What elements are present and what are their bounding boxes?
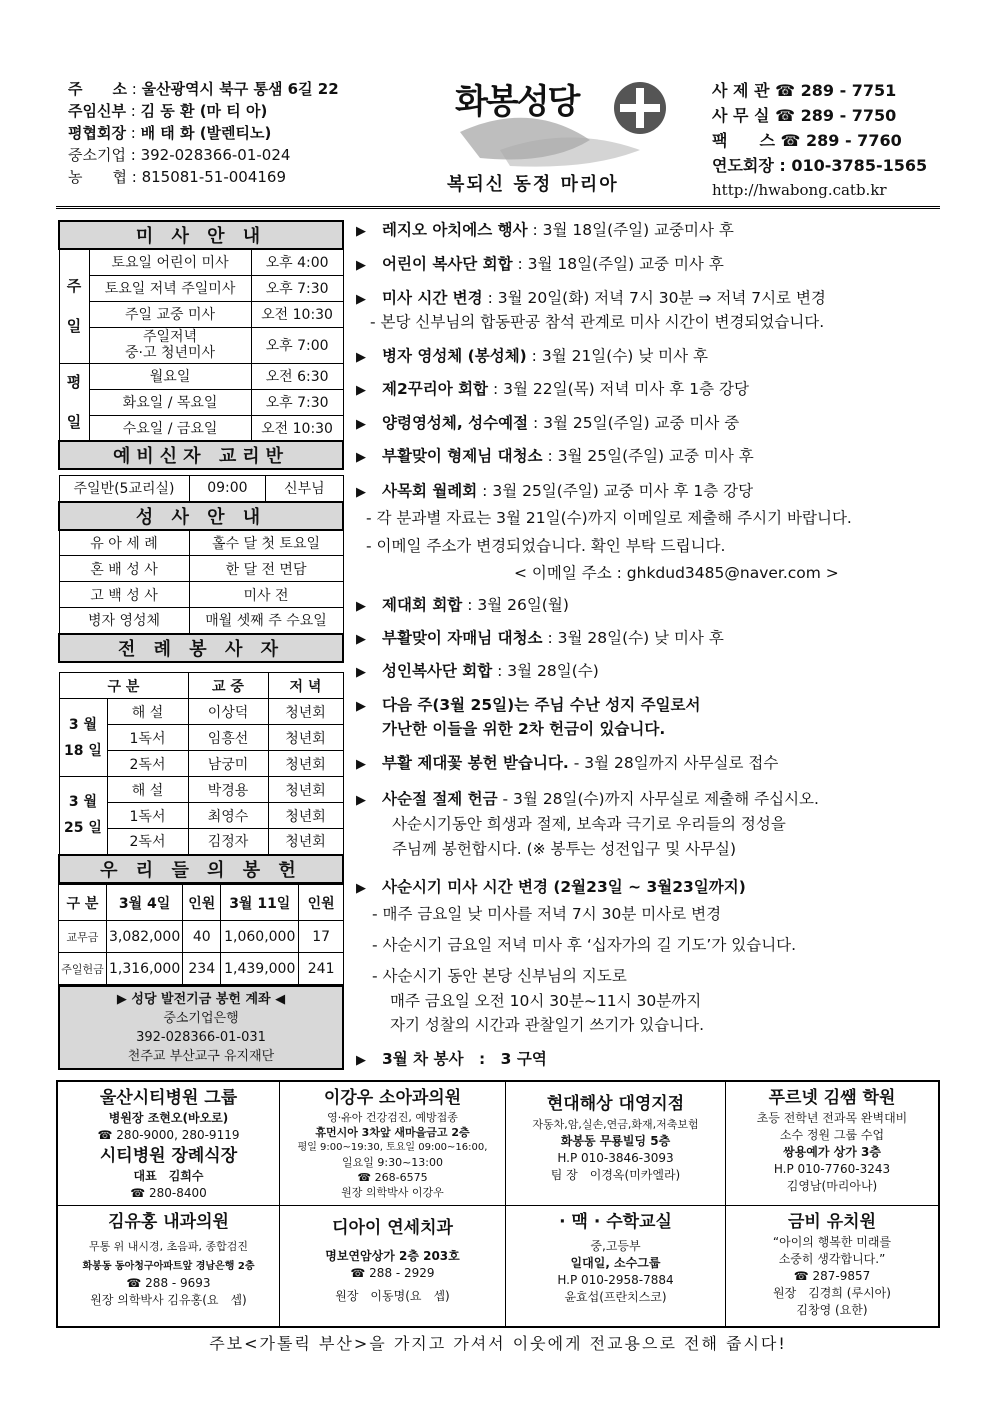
sacrament-title: 성 사 안 내 <box>59 502 343 530</box>
notice-item: ▶ 부활맞이 자매님 대청소 : 3월 28일(수) 낮 미사 후 <box>356 629 724 647</box>
offering-amount: 1,439,000 <box>221 953 299 985</box>
server-role: 2독서 <box>107 829 188 855</box>
logo-title: 화봉성당 <box>455 82 579 122</box>
server-date: 3 월 18 일 <box>59 699 107 777</box>
col-header: 구 분 <box>59 885 107 921</box>
notice-detail: - 사순시기 동안 본당 신부님의 지도로 <box>372 967 627 985</box>
server-main: 남궁미 <box>188 751 268 777</box>
server-main: 임흥선 <box>188 725 268 751</box>
notice-item: ▶ 제2꾸리아 회합 : 3월 22일(목) 저녁 미사 후 1층 강당 <box>356 380 749 398</box>
class-time: 09:00 <box>189 476 266 502</box>
class-teacher: 신부님 <box>266 476 343 502</box>
col-header: 저 녁 <box>268 673 343 699</box>
offering-table <box>58 884 344 985</box>
server-evening: 청년회 <box>268 725 343 751</box>
mass-time: 오전 10:30 <box>251 301 343 327</box>
offering-count: 234 <box>183 953 221 985</box>
mass-time: 오후 7:30 <box>251 275 343 301</box>
development-fund-box <box>58 985 344 1070</box>
notice-item: ▶ 병자 영성체 (봉성체) : 3월 21일(수) 낮 미사 후 <box>356 347 709 365</box>
offering-amount: 1,060,000 <box>221 921 299 953</box>
contact-fax: 팩 스 ☎ 289 - 7760 <box>712 131 902 150</box>
footer-note: 주보<가톨릭 부산>을 가지고 가셔서 이웃에게 전교용으로 전해 줍시다! <box>209 1334 787 1353</box>
offering-count: 241 <box>299 953 344 985</box>
mass-name: 주일 교중 미사 <box>89 301 251 327</box>
notice-item: ▶ 사목회 월례회 : 3월 25일(주일) 교중 미사 후 1층 강당 <box>356 482 754 500</box>
contact-chair: 연도회장 : 010-3785-1565 <box>712 156 928 175</box>
ad-pediatrics: 이강우 소아과의원 영·유아 건강검진, 예방접종 휴먼시아 3차앞 새마을금고 2층 평일 9:00~19:30, 토요일 09:00~16:00, 일요일 9:30~13:00 ☎ 268-6575 원장 의학박사 이강우 <box>280 1082 506 1206</box>
mass-time: 오전 10:30 <box>251 415 343 441</box>
sacrament-name: 고 백 성 사 <box>59 582 189 608</box>
mass-title: 미 사 안 내 <box>59 221 343 249</box>
logo-subtitle: 복되신 동정 마리아 <box>447 174 619 195</box>
notice-detail: 가난한 이들을 위한 2차 헌금이 있습니다. <box>382 720 666 738</box>
website-link[interactable]: http://hwabong.catb.kr <box>712 181 887 199</box>
notice-item: ▶ 사순시기 미사 시간 변경 (2월23일 ~ 3월23일까지) <box>356 878 746 896</box>
server-evening: 청년회 <box>268 803 343 829</box>
email-address: < 이메일 주소 : ghkdud3485@naver.com > <box>514 564 839 582</box>
notice-detail: - 본당 신부님의 합동판공 참석 관계로 미사 시간이 변경되었습니다. <box>370 313 825 331</box>
info-address: 주 소 : 울산광역시 북구 통샘 6길 22 <box>68 80 339 98</box>
server-date: 3 월 25 일 <box>59 777 107 855</box>
notice-item: ▶ 부활맞이 형제님 대청소 : 3월 25일(주일) 교중 미사 후 <box>356 447 754 465</box>
server-role: 해 설 <box>107 699 188 725</box>
contact-rectory: 사 제 관 ☎ 289 - 7751 <box>712 81 897 100</box>
notice-detail: - 매주 금요일 낮 미사를 저녁 7시 30분 미사로 변경 <box>372 905 722 923</box>
notice-item: ▶ 성인복사단 회합 : 3월 28일(수) <box>356 662 599 680</box>
fund-account: 392-028366-01-031 <box>136 1030 266 1045</box>
fund-title: ▶ 성당 발전기금 봉헌 계좌 ◀ <box>116 992 286 1007</box>
notice-detail: 주님께 봉헌합시다. (※ 봉투는 성전입구 및 사무실) <box>392 840 737 858</box>
offering-count: 40 <box>183 921 221 953</box>
sunday-label: 주 일 <box>59 249 89 363</box>
offering-type: 주일헌금 <box>59 953 107 985</box>
catechumen-title: 예비신자 교리반 <box>59 441 343 469</box>
mass-name: 주일저녁 중·고 청년미사 <box>89 327 251 363</box>
mass-time: 오후 7:30 <box>251 389 343 415</box>
server-role: 해 설 <box>107 777 188 803</box>
offering-amount: 1,316,000 <box>107 953 183 985</box>
info-council: 평협회장 : 배 태 화 (발렌티노) <box>68 124 272 142</box>
col-header: 교 중 <box>188 673 268 699</box>
header-divider <box>56 206 940 211</box>
col-header: 인원 <box>183 885 221 921</box>
server-evening: 청년회 <box>268 777 343 803</box>
notice-detail: 사순시기동안 희생과 절제, 보속과 극기로 우리들의 정성을 <box>392 815 786 833</box>
notice-item: ▶ 제대회 회합 : 3월 26일(월) <box>356 596 569 614</box>
sacrament-when: 미사 전 <box>189 582 343 608</box>
weekday-label: 평 일 <box>59 363 89 441</box>
server-evening: 청년회 <box>268 829 343 855</box>
contact-info <box>712 78 952 203</box>
server-role: 2독서 <box>107 751 188 777</box>
server-main: 최영수 <box>188 803 268 829</box>
sacrament-name: 혼 배 성 사 <box>59 556 189 582</box>
mass-time: 오전 6:30 <box>251 363 343 389</box>
mass-name: 월요일 <box>89 363 251 389</box>
server-main: 김정자 <box>188 829 268 855</box>
ad-city-hospital: 울산시티병원 그룹 병원장 조현오(바오로) ☎ 280-9000, 280-9119 시티병원 장례식장 대표 김희수 ☎ 280-8400 <box>58 1082 280 1206</box>
notice-item: ▶ 미사 시간 변경 : 3월 20일(화) 저녁 7시 30분 ⇒ 저녁 7시로 변경 <box>356 289 826 307</box>
col-header: 3월 11일 <box>221 885 299 921</box>
advertisements <box>56 1080 940 1328</box>
notice-item: ▶ 사순절 절제 헌금 - 3월 28일(수)까지 사무실로 제출해 주십시오. <box>356 790 819 808</box>
ad-academy: 푸르넷 김쌤 학원 초등 전학년 전과목 완벽대비 소수 정원 그룹 수업 쌍용예가 상가 3층 H.P 010-7760-3243 김영남(마리아나) <box>726 1082 938 1206</box>
server-role: 1독서 <box>107 725 188 751</box>
parish-info <box>68 78 368 188</box>
fund-holder: 천주교 부산교구 유지재단 <box>127 1049 275 1064</box>
mass-time: 오후 7:00 <box>251 327 343 363</box>
sacrament-name: 병자 영성체 <box>59 608 189 634</box>
ad-insurance: 현대해상 대영지점 자동차,암,실손,연금,화재,저축보험 화봉동 무룡빌딩 5층 H.P 010-3846-3093 팀 장 이경옥(미카엘라) <box>506 1082 726 1206</box>
servers-table <box>58 672 344 884</box>
fund-bank: 중소기업은행 <box>163 1011 239 1026</box>
sacrament-when: 한 달 전 면담 <box>189 556 343 582</box>
info-bank1: 중소기업 : 392-028366-01-024 <box>68 146 291 164</box>
sacrament-name: 유 아 세 례 <box>59 530 189 556</box>
server-evening: 청년회 <box>268 751 343 777</box>
notice-detail: 자기 성찰의 시간과 관찰일기 쓰기가 있습니다. <box>390 1016 705 1034</box>
notice-detail: - 각 분과별 자료는 3월 21일(수)까지 이메일로 제출해 주시기 바랍니다. <box>366 509 852 527</box>
notice-detail: - 사순시기 금요일 저녁 미사 후 ‘십자가의 길 기도’가 있습니다. <box>372 936 797 954</box>
server-evening: 청년회 <box>268 699 343 725</box>
contact-office: 사 무 실 ☎ 289 - 7750 <box>712 106 897 125</box>
ad-math-class: · 맥 · 수학교실 중,고등부 일대일, 소수그룹 H.P 010-2958-7884 윤효섭(프란치스코) <box>506 1206 726 1326</box>
offering-amount: 3,082,000 <box>107 921 183 953</box>
notice-detail: 매주 금요일 오전 10시 30분~11시 30분까지 <box>390 992 702 1010</box>
offering-type: 교무금 <box>59 921 107 953</box>
mass-schedule-table <box>58 220 344 470</box>
ad-dental: 디아이 연세치과 명보연암상가 2층 203호 ☎ 288 - 2929 원장 이동명(요 셉) <box>280 1206 506 1326</box>
notice-detail: - 이메일 주소가 변경되었습니다. 확인 부탁 드립니다. <box>366 537 726 555</box>
offering-title: 우 리 들 의 봉 헌 <box>59 855 343 883</box>
col-header: 3월 4일 <box>107 885 183 921</box>
server-main: 이상덕 <box>188 699 268 725</box>
class-name: 주일반(5교리실) <box>59 476 189 502</box>
server-main: 박경용 <box>188 777 268 803</box>
mass-name: 화요일 / 목요일 <box>89 389 251 415</box>
catechumen-table <box>58 475 344 663</box>
info-pastor: 주임신부 : 김 동 환 (마 티 아) <box>68 102 268 120</box>
mass-name: 토요일 어린이 미사 <box>89 249 251 275</box>
servers-title: 전 례 봉 사 자 <box>59 634 343 662</box>
server-role: 1독서 <box>107 803 188 829</box>
sacrament-when: 홀수 달 첫 토요일 <box>189 530 343 556</box>
notice-item: ▶ 어린이 복사단 회합 : 3월 18일(주일) 교중 미사 후 <box>356 255 724 273</box>
notice-item: ▶ 다음 주(3월 25일)는 주님 수난 성지 주일로서 <box>356 696 701 714</box>
mass-time: 오후 4:00 <box>251 249 343 275</box>
col-header: 구 분 <box>59 673 188 699</box>
notice-item: ▶ 양령영성체, 성수예절 : 3월 25일(주일) 교중 미사 중 <box>356 414 740 432</box>
mass-name: 토요일 저녁 주일미사 <box>89 275 251 301</box>
mass-name: 수요일 / 금요일 <box>89 415 251 441</box>
sacrament-when: 매월 셋째 주 수요일 <box>189 608 343 634</box>
col-header: 인원 <box>299 885 344 921</box>
offering-count: 17 <box>299 921 344 953</box>
notice-item: ▶ 3월 차 봉사 : 3 구역 <box>356 1050 547 1068</box>
notice-item: ▶ 레지오 아치에스 행사 : 3월 18일(주일) 교중미사 후 <box>356 221 734 239</box>
ad-kindergarten: 금비 유치원 “아이의 행복한 미래를 소중히 생각합니다.” ☎ 287-9857 원장 김경희 (루시아) 김창영 (요한) <box>772 1212 892 1317</box>
info-bank2: 농 협 : 815081-51-004169 <box>68 168 287 186</box>
notice-item: ▶ 부활 제대꽃 봉헌 받습니다. - 3월 28일까지 사무실로 접수 <box>356 754 779 772</box>
ad-internal-clinic: 김유홍 내과의원 무통 위 내시경, 초음파, 종합검진 화봉동 동아청구아파트앞 경남은행 2층 ☎ 288 - 9693 원장 의학박사 김유홍(요 셉) <box>58 1206 280 1326</box>
